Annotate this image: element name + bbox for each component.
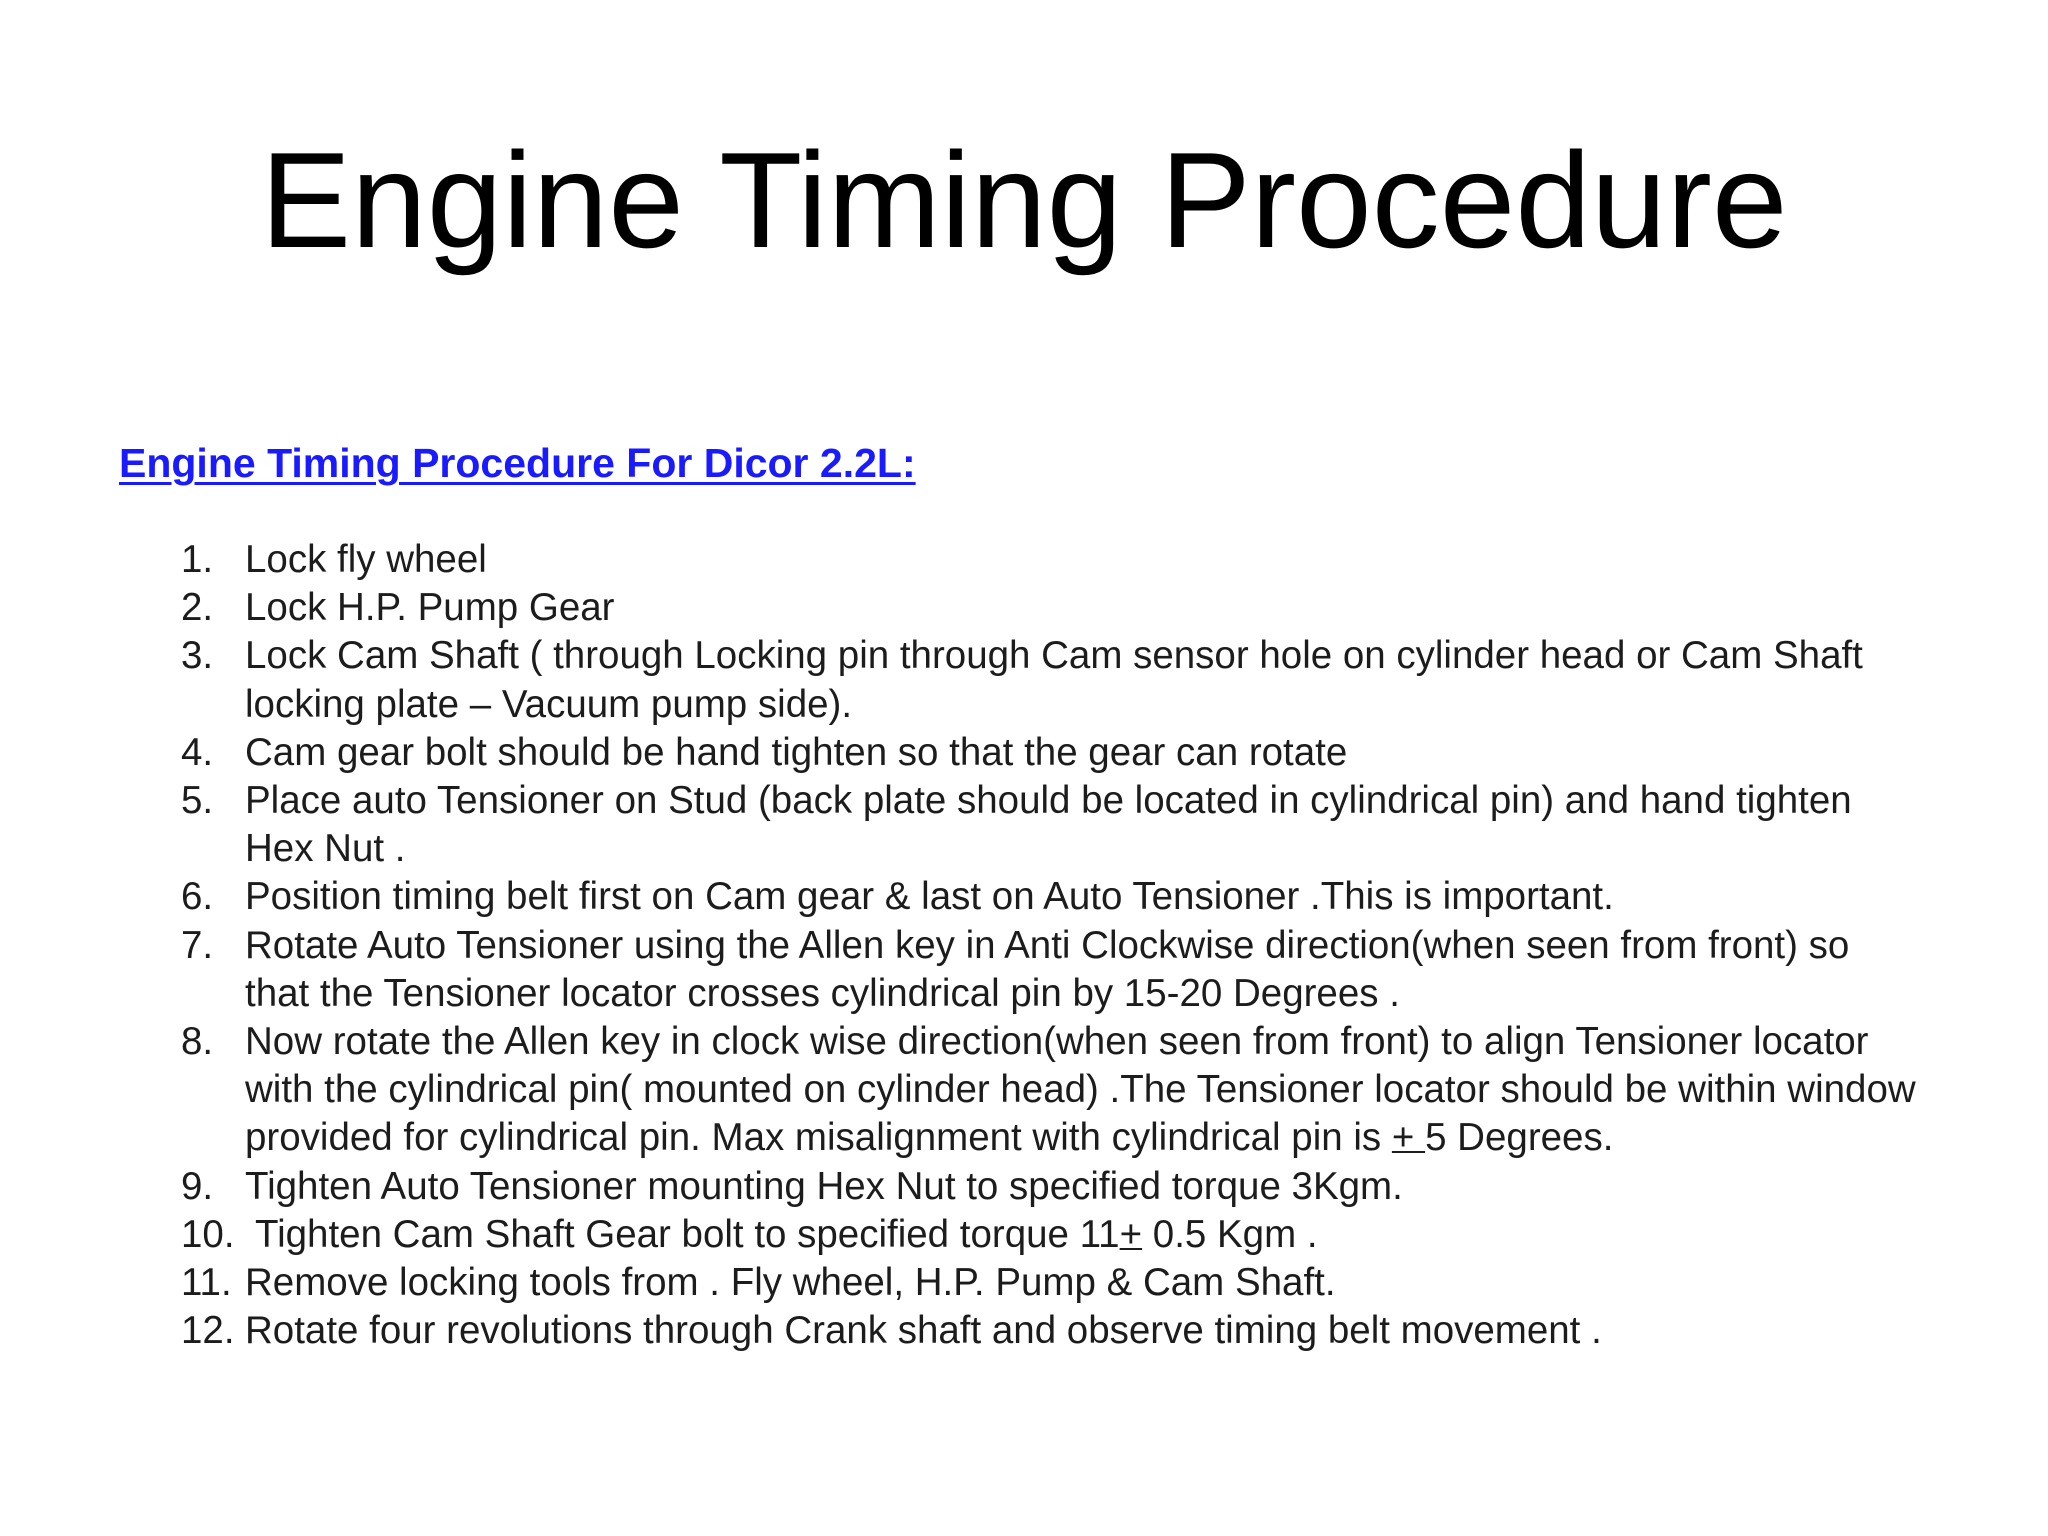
- procedure-step-11: [181, 1259, 1921, 1307]
- step-text: Rotate Auto Tensioner using the Allen key in Anti Clockwise direction(when seen from front) so that the Tensioner locator crosses cylindrical pin by 15-20 Degrees .: [245, 923, 1850, 1015]
- plus-minus-symbol: +: [1119, 1212, 1143, 1256]
- procedure-step-1: [181, 536, 1921, 584]
- slide-title: Engine Timing Procedure: [260, 124, 1788, 276]
- step-text: Lock Cam Shaft ( through Locking pin through Cam sensor hole on cylinder head or Cam Shaft locking plate – Vacuum pump side).: [245, 634, 1863, 726]
- step-text: Lock H.P. Pump Gear: [245, 586, 615, 630]
- step-text: Remove locking tools from . Fly wheel, H.P. Pump & Cam Shaft.: [245, 1261, 1336, 1305]
- step-text: Place auto Tensioner on Stud (back plate should be located in cylindrical pin) and hand tighten Hex Nut .: [245, 779, 1852, 871]
- procedure-step-2: [181, 584, 1921, 632]
- procedure-step-3: [181, 632, 1921, 728]
- step-number: 7.: [181, 923, 214, 967]
- step-text: Cam gear bolt should be hand tighten so that the gear can rotate: [245, 730, 1348, 774]
- step-number: 11.: [181, 1261, 232, 1305]
- step-number: 5.: [181, 779, 214, 823]
- step-text: Position timing belt first on Cam gear & last on Auto Tensioner .This is important.: [245, 875, 1614, 919]
- procedure-step-9: [181, 1163, 1921, 1211]
- procedure-step-5: [181, 777, 1921, 873]
- step-text-start: Tighten Cam Shaft Gear bolt to specified torque 11: [245, 1212, 1120, 1256]
- step-text-end: 0.5 Kgm .: [1142, 1212, 1318, 1256]
- step-number: 12.: [181, 1309, 235, 1353]
- step-number: 10.: [181, 1212, 235, 1256]
- step-text: Lock fly wheel: [245, 538, 487, 581]
- procedure-step-4: [181, 729, 1921, 777]
- step-number: 6.: [181, 875, 214, 919]
- procedure-step-10: [181, 1211, 1921, 1259]
- procedure-step-8: [181, 1018, 1921, 1163]
- procedure-steps-list: [181, 536, 1921, 1355]
- step-number: 1.: [181, 538, 214, 581]
- step-text-end: 5 Degrees.: [1425, 1116, 1614, 1160]
- step-text-start: Now rotate the Allen key in clock wise direction(when seen from front) to align Tensioner locator with the cylindrical pin( mounted on cylinder head) .The Tensioner locator should be within window provided for cylindrical pin. Max misalignment with cylindrical pin is: [245, 1020, 1916, 1160]
- procedure-step-12: [181, 1307, 1921, 1355]
- step-text: Rotate four revolutions through Crank shaft and observe timing belt movement .: [245, 1309, 1602, 1353]
- step-number: 9.: [181, 1164, 214, 1208]
- plus-minus-symbol: +: [1391, 1116, 1426, 1160]
- procedure-step-7: [181, 922, 1921, 1018]
- procedure-subheading-link[interactable]: Engine Timing Procedure For Dicor 2.2L:: [119, 440, 916, 486]
- step-number: 4.: [181, 730, 214, 774]
- step-text: Tighten Auto Tensioner mounting Hex Nut to specified torque 3Kgm.: [245, 1164, 1403, 1208]
- step-number: 2.: [181, 586, 214, 630]
- step-number: 8.: [181, 1020, 214, 1064]
- step-number: 3.: [181, 634, 214, 678]
- procedure-step-6: [181, 873, 1921, 921]
